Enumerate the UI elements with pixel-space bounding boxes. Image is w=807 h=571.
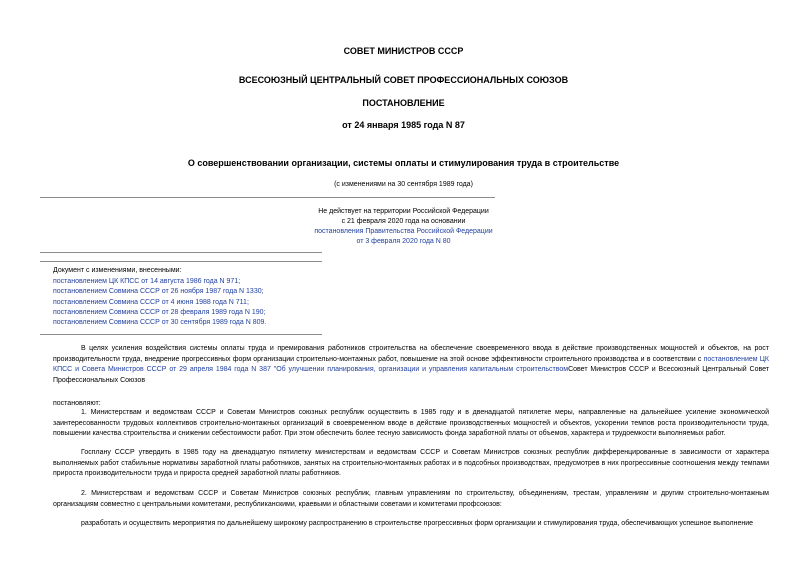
clause-2-paragraph: 2. Министерствам и ведомствам СССР и Советам Министров союзных республик, главным управлениям по строительству, объединениям, трестам, управлениям и другим строительно-монтажным организациям совместно с центральными комитетами, республиканскими, краевыми и областными советами и комитетами профсоюзов: [53, 490, 769, 508]
document-title: О совершенствовании организации, системы оплаты и стимулирования труда в строительстве [187, 158, 620, 168]
divider [40, 197, 495, 198]
document-type: ПОСТАНОВЛЕНИЕ [362, 98, 445, 108]
preamble-text: В целях усиления воздействия системы оплаты труда и премирования работников строительства на обеспечение своевременного ввода в действие производственных мощностей и объектов, на рост производительности труда, внедрение прогрессивных форм организации строительно-монтажных работ, повышение на этой основе эффективности строительного производства и в соответствии с [53, 345, 769, 363]
clause-2-item-paragraph: разработать и осуществить мероприятия по дальнейшему широкому распространению в строительстве прогрессивных форм организации и стимулирования труда, обеспечивающих успешное выполнение [81, 520, 754, 527]
divider [40, 252, 322, 253]
issuer-union: ВСЕСОЮЗНЫЙ ЦЕНТРАЛЬНЫЙ СОВЕТ ПРОФЕССИОНАЛЬНЫХ СОЮЗОВ [238, 75, 569, 85]
change-link[interactable]: постановлением Совмина СССР от 28 февраля 1989 года N 190; [53, 309, 266, 316]
status-line-1: Не действует на территории Российской Федерации [318, 208, 489, 215]
change-link[interactable]: постановлением Совмина СССР от 26 ноября 1987 года N 1330; [53, 288, 264, 295]
change-link[interactable]: постановлением ЦК КПСС от 14 августа 1986 года N 971; [53, 278, 241, 285]
change-link[interactable]: постановлением Совмина СССР от 30 сентября 1989 года N 809. [53, 319, 267, 326]
status-link-2[interactable]: от 3 февраля 2020 года N 80 [356, 238, 451, 245]
preamble-paragraph [53, 344, 769, 386]
changes-intro: Документ с изменениями, внесенными: [53, 267, 182, 274]
status-link-1[interactable]: постановления Правительства Российской Федерации [314, 228, 493, 235]
resolve-word: постановляют: [53, 400, 101, 407]
status-line-2: с 21 февраля 2020 года на основании [341, 218, 466, 225]
clause-1-paragraph: 1. Министерствам и ведомствам СССР и Советам Министров союзных республик осуществить в 1985 году и в двенадцатой пятилетке меры, направленные на дальнейшее усиление экономической заинтересованности трудовых коллективов строительно-монтажных организаций в своевременном вводе в действие производственных мощностей и объектов, ускорении темпов роста производительности труда, повышении качества строительства и снижении себестоимости работ. При этом обеспечить более тесную зависимость фонда заработной платы от объемов, характера и трудоемкости выполняемых работ. [53, 409, 769, 437]
change-link[interactable]: постановлением Совмина СССР от 4 июня 1988 года N 711; [53, 299, 249, 306]
issuer-council: СОВЕТ МИНИСТРОВ СССР [343, 46, 464, 56]
divider [40, 334, 322, 335]
preamble-link[interactable]: постановлением ЦК КПСС и Совета Министров СССР от 29 апреля 1984 года N 387 "Об улучшении планирования, организации и управления капитальным строительством [53, 355, 769, 373]
document-date-number: от 24 января 1985 года N 87 [342, 120, 465, 130]
preamble-tail: Совет Министров СССР и Всесоюзный Центральный Совет Профессиональных Союзов [53, 366, 770, 384]
gosplan-paragraph: Госплану СССР утвердить в 1985 году на двенадцатую пятилетку министерствам и ведомствам СССР и Советам Министров союзных республик дифференцированные в зависимости от характера выполняемых работ стабильные нормативы заработной платы работников, занятых на строительно-монтажных работах и в подсобных производствах, предусмотрев в них прогрессивные соотношения между темпами прироста производительности труда и прироста средней заработной платы работников. [53, 449, 769, 477]
amendment-note: (с изменениями на 30 сентября 1989 года) [334, 181, 473, 188]
divider [40, 261, 322, 262]
